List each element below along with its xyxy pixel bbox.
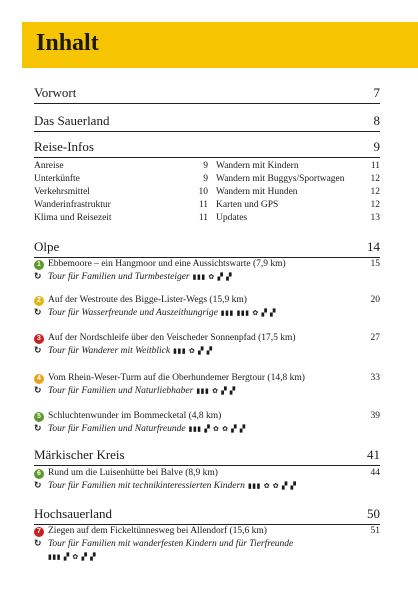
entry-title: Verkehrsmittel: [34, 187, 90, 197]
tour-title: Auf der Nordschleife über den Veischeder Sonnenpfad (17,5 km): [48, 333, 296, 343]
loop-icon: ↻: [34, 386, 42, 396]
toc-entry-buggys[interactable]: [216, 173, 380, 185]
entry-page: 12: [370, 174, 380, 184]
toc-entry-updates[interactable]: [216, 212, 380, 224]
header-bar: [22, 22, 418, 68]
toc-section-sauerland[interactable]: [34, 112, 380, 132]
section-page: 7: [373, 85, 380, 100]
tour-page: 20: [370, 295, 380, 305]
tour-tagline: Tour für Familien und Turmbesteiger: [48, 272, 190, 282]
tour-number-badge: 2: [34, 296, 44, 306]
entry-page: 11: [370, 161, 380, 171]
tour-page: 44: [370, 468, 380, 478]
entry-title: Wandern mit Buggys/Sportwagen: [216, 174, 345, 184]
tour-feature-icons: ▮▮▮ ✿ ▞ ▞: [196, 387, 236, 395]
section-title: Märkischer Kreis: [34, 447, 125, 462]
toc-entry-karten[interactable]: [216, 199, 380, 211]
entry-page: 12: [370, 187, 380, 197]
section-page: 50: [367, 506, 380, 521]
loop-icon: ↻: [34, 272, 42, 282]
toc-entry-kinder[interactable]: [216, 160, 380, 172]
entry-page: 10: [198, 187, 208, 197]
toc-section-maerkischer-kreis[interactable]: [34, 446, 380, 466]
entry-page: 9: [203, 174, 208, 184]
section-title: Vorwort: [34, 85, 77, 100]
toc-entry-hunde[interactable]: [216, 186, 380, 198]
entry-title: Klima und Reisezeit: [34, 213, 112, 223]
toc-section-reise-infos[interactable]: [34, 138, 380, 158]
entry-page: 13: [370, 213, 380, 223]
entry-page: 12: [370, 200, 380, 210]
tour-tagline: Tour für Familien mit technikinteressierten Kindern: [48, 481, 245, 491]
tour-tagline: Tour für Wanderer mit Weitblick: [48, 346, 171, 356]
tour-feature-icons: ▮▮▮ ▞ ✿ ✿ ▞ ▞: [188, 425, 246, 433]
tour-tagline: Tour für Wasserfreunde und Auszeithungrige: [48, 308, 218, 318]
toc-section-hochsauerland[interactable]: [34, 505, 380, 525]
tour-feature-icons: ▮▮▮ ✿ ✿ ▞ ▞: [247, 482, 297, 490]
entry-page: 11: [198, 200, 208, 210]
tour-page: 51: [370, 526, 380, 536]
entry-title: Updates: [216, 213, 248, 223]
tour-feature-icons: ▮▮▮ ✿ ▞ ▞: [173, 347, 213, 355]
tour-title: Ebbemoore – ein Hangmoor und eine Aussichtswarte (7,9 km): [48, 259, 286, 269]
tour-page: 15: [370, 259, 380, 269]
toc-entry-wanderinfrastruktur[interactable]: [34, 199, 208, 211]
tour-title: Vom Rhein-Weser-Turm auf die Oberhundemer Bergtour (14,8 km): [48, 373, 305, 383]
tour-title: Auf der Westroute des Bigge-Lister-Wegs (15,9 km): [48, 295, 247, 305]
toc-section-olpe[interactable]: [34, 238, 380, 258]
toc-entry-unterkuenfte[interactable]: [34, 173, 208, 185]
entry-page: 9: [203, 161, 208, 171]
tour-number-badge: 4: [34, 374, 44, 384]
tour-number-badge: 3: [34, 334, 44, 344]
entry-title: Anreise: [34, 161, 64, 171]
section-title: Olpe: [34, 239, 60, 254]
section-title: Reise-Infos: [34, 139, 94, 154]
loop-icon: ↻: [34, 539, 42, 549]
tour-feature-icons: ▮▮▮ ▮▮▮ ✿ ▞ ▞: [220, 309, 276, 317]
tour-tagline: Tour für Familien und Naturfreunde: [48, 424, 186, 434]
loop-icon: ↻: [34, 424, 42, 434]
tour-tagline: Tour für Familien mit wanderfesten Kindern und für Tierfreunde: [48, 539, 294, 549]
entry-title: Wandern mit Kindern: [216, 161, 299, 171]
entry-page: 11: [198, 213, 208, 223]
tour-feature-icons: ▮▮▮ ✿ ▞ ▞: [192, 273, 233, 281]
tour-title: Schluchtenwunder im Bommecketal (4,8 km): [48, 411, 222, 421]
entry-title: Wanderinfrastruktur: [34, 200, 111, 210]
section-page: 41: [367, 447, 380, 462]
section-title: Das Sauerland: [34, 113, 110, 128]
toc-entry-anreise[interactable]: [34, 160, 208, 172]
tour-number-badge: 1: [34, 260, 44, 270]
loop-icon: ↻: [34, 308, 42, 318]
toc-section-vorwort[interactable]: [34, 84, 380, 104]
loop-icon: ↻: [34, 346, 42, 356]
tour-page: 33: [370, 373, 380, 383]
loop-icon: ↻: [34, 481, 42, 491]
entry-title: Unterkünfte: [34, 174, 80, 184]
page-title: Inhalt: [36, 30, 99, 56]
tour-page: 27: [370, 333, 380, 343]
tour-feature-icons: ▮▮▮ ▞ ✿ ▞ ▞: [48, 553, 96, 561]
tour-number-badge: 6: [34, 469, 44, 479]
entry-title: Wandern mit Hunden: [216, 187, 298, 197]
tour-number-badge: 7: [34, 527, 44, 537]
tour-number-badge: 5: [34, 412, 44, 422]
section-page: 9: [373, 139, 380, 154]
section-page: 8: [373, 113, 380, 128]
section-page: 14: [367, 239, 380, 254]
entry-title: Karten und GPS: [216, 200, 279, 210]
toc-entry-verkehrsmittel[interactable]: [34, 186, 208, 198]
tour-title: Rund um die Luisenhütte bei Balve (8,9 km): [48, 468, 218, 478]
tour-title: Ziegen auf dem Fickeltünnesweg bei Allendorf (15,6 km): [48, 526, 267, 536]
toc-entry-klima[interactable]: [34, 212, 208, 224]
section-title: Hochsauerland: [34, 506, 112, 521]
tour-page: 39: [370, 411, 380, 421]
tour-tagline: Tour für Familien und Naturliebhaber: [48, 386, 194, 396]
